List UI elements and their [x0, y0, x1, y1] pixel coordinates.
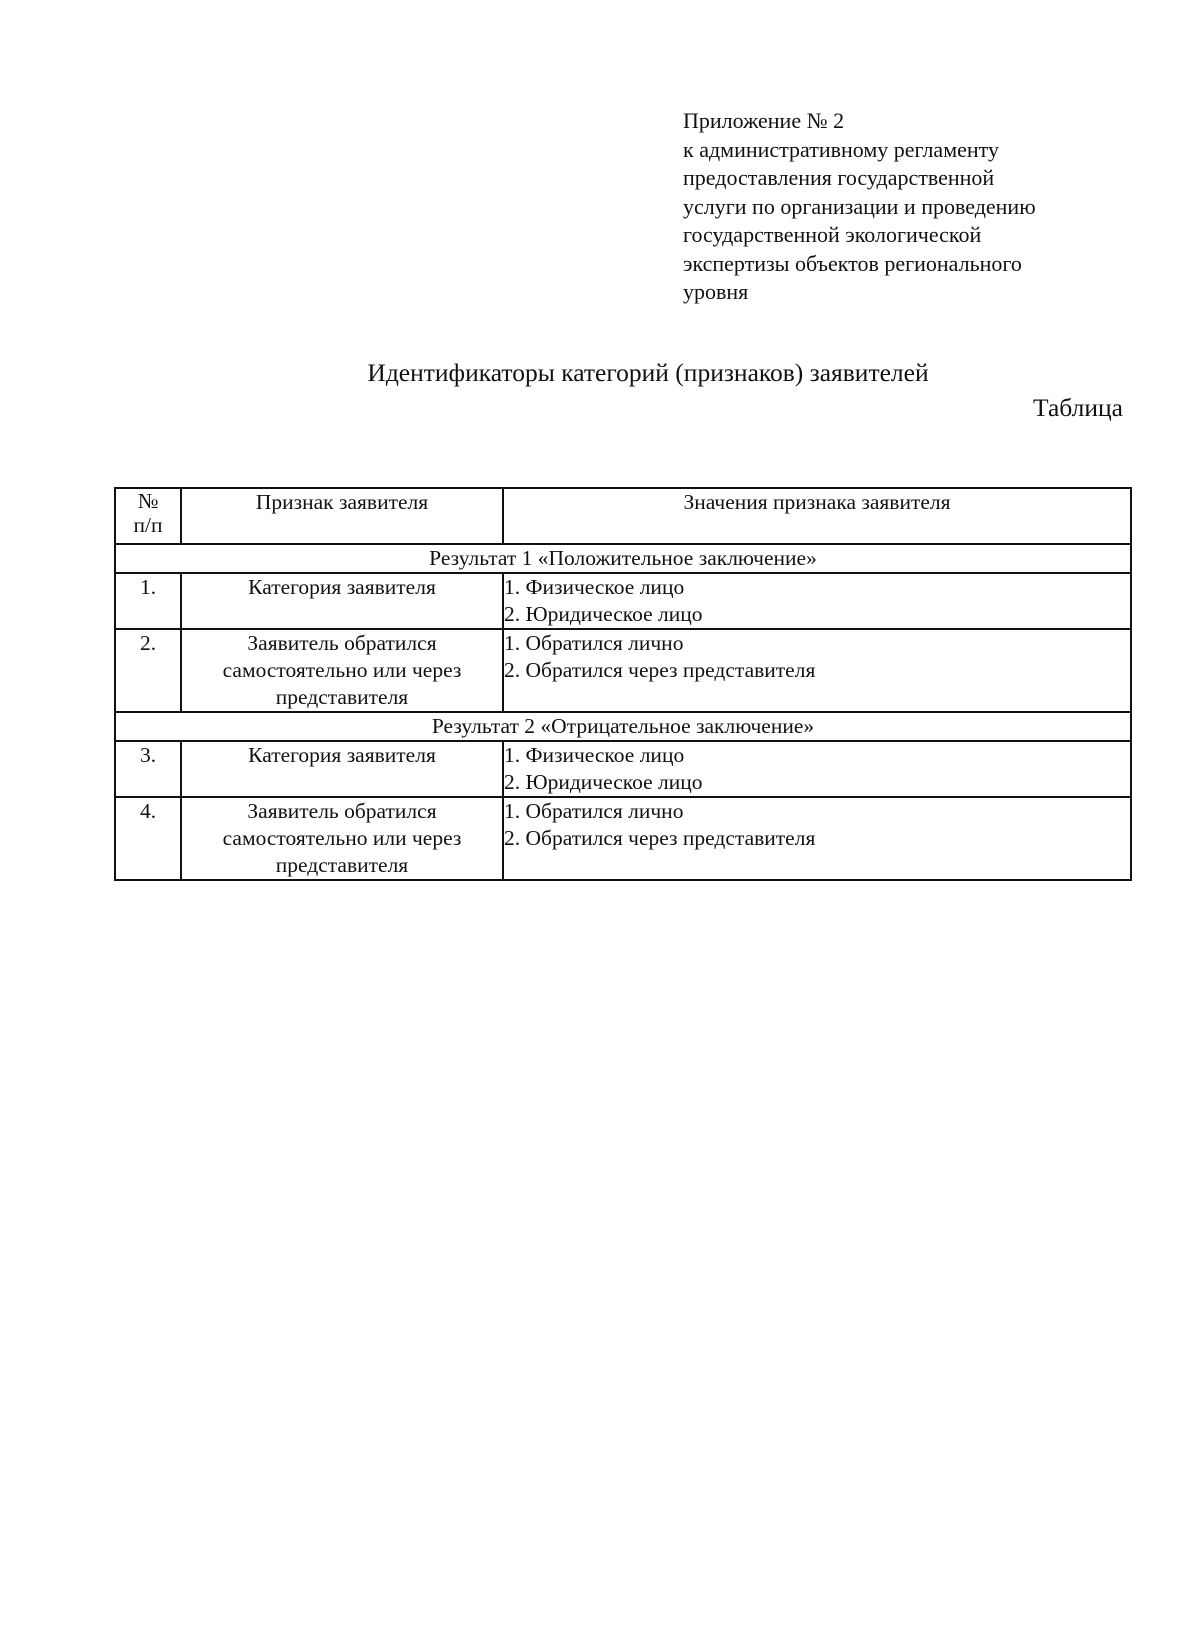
appendix-line: уровня — [683, 279, 749, 304]
appendix-line: предоставления государственной — [683, 165, 995, 190]
table-row — [115, 797, 1131, 880]
header-number — [115, 488, 181, 544]
section-row-result-2 — [115, 712, 1131, 741]
table-label: Таблица — [1033, 393, 1123, 422]
value-item: 2. Обратился через представителя — [504, 826, 816, 850]
row-values — [503, 629, 1131, 712]
document-title: Идентификаторы категорий (признаков) заявителей — [367, 358, 929, 387]
row-number: 2. — [115, 629, 181, 712]
section-title: Результат 2 «Отрицательное заключение» — [115, 712, 1131, 741]
appendix-line: к административному регламенту — [683, 136, 999, 162]
header-number-symbol: № — [137, 489, 159, 513]
applicant-categories-table — [114, 487, 1132, 881]
section-row-result-1 — [115, 544, 1131, 573]
table-header-row — [115, 488, 1131, 544]
row-values — [503, 573, 1131, 629]
value-item: 1. Обратился лично — [504, 631, 684, 655]
value-item: 1. Физическое лицо — [504, 575, 685, 599]
row-number: 4. — [115, 797, 181, 880]
appendix-line: услуги по организации и проведению — [683, 193, 1036, 219]
row-number: 3. — [115, 741, 181, 797]
row-attribute: Категория заявителя — [181, 573, 503, 629]
value-item: 2. Обратился через представителя — [504, 658, 816, 682]
section-title: Результат 1 «Положительное заключение» — [115, 544, 1131, 573]
value-item: 2. Юридическое лицо — [504, 770, 703, 794]
row-number: 1. — [115, 573, 181, 629]
table-row — [115, 573, 1131, 629]
table-row — [115, 741, 1131, 797]
value-item: 2. Юридическое лицо — [504, 602, 703, 626]
value-item: 1. Обратился лично — [504, 799, 684, 823]
row-values — [503, 741, 1131, 797]
header-attribute: Признак заявителя — [181, 488, 503, 544]
table-row — [115, 629, 1131, 712]
row-attribute: Заявитель обратился самостоятельно или через представителя — [181, 797, 503, 880]
value-item: 1. Физическое лицо — [504, 743, 685, 767]
appendix-note — [683, 107, 1183, 307]
row-values — [503, 797, 1131, 880]
row-attribute: Заявитель обратился самостоятельно или через представителя — [181, 629, 503, 712]
appendix-line: Приложение № 2 — [683, 108, 845, 133]
header-values: Значения признака заявителя — [503, 488, 1131, 544]
header-number-abbrev: п/п — [133, 513, 163, 537]
appendix-line: экспертизы объектов регионального — [683, 250, 1022, 276]
appendix-line: государственной экологической — [683, 222, 982, 247]
row-attribute: Категория заявителя — [181, 741, 503, 797]
